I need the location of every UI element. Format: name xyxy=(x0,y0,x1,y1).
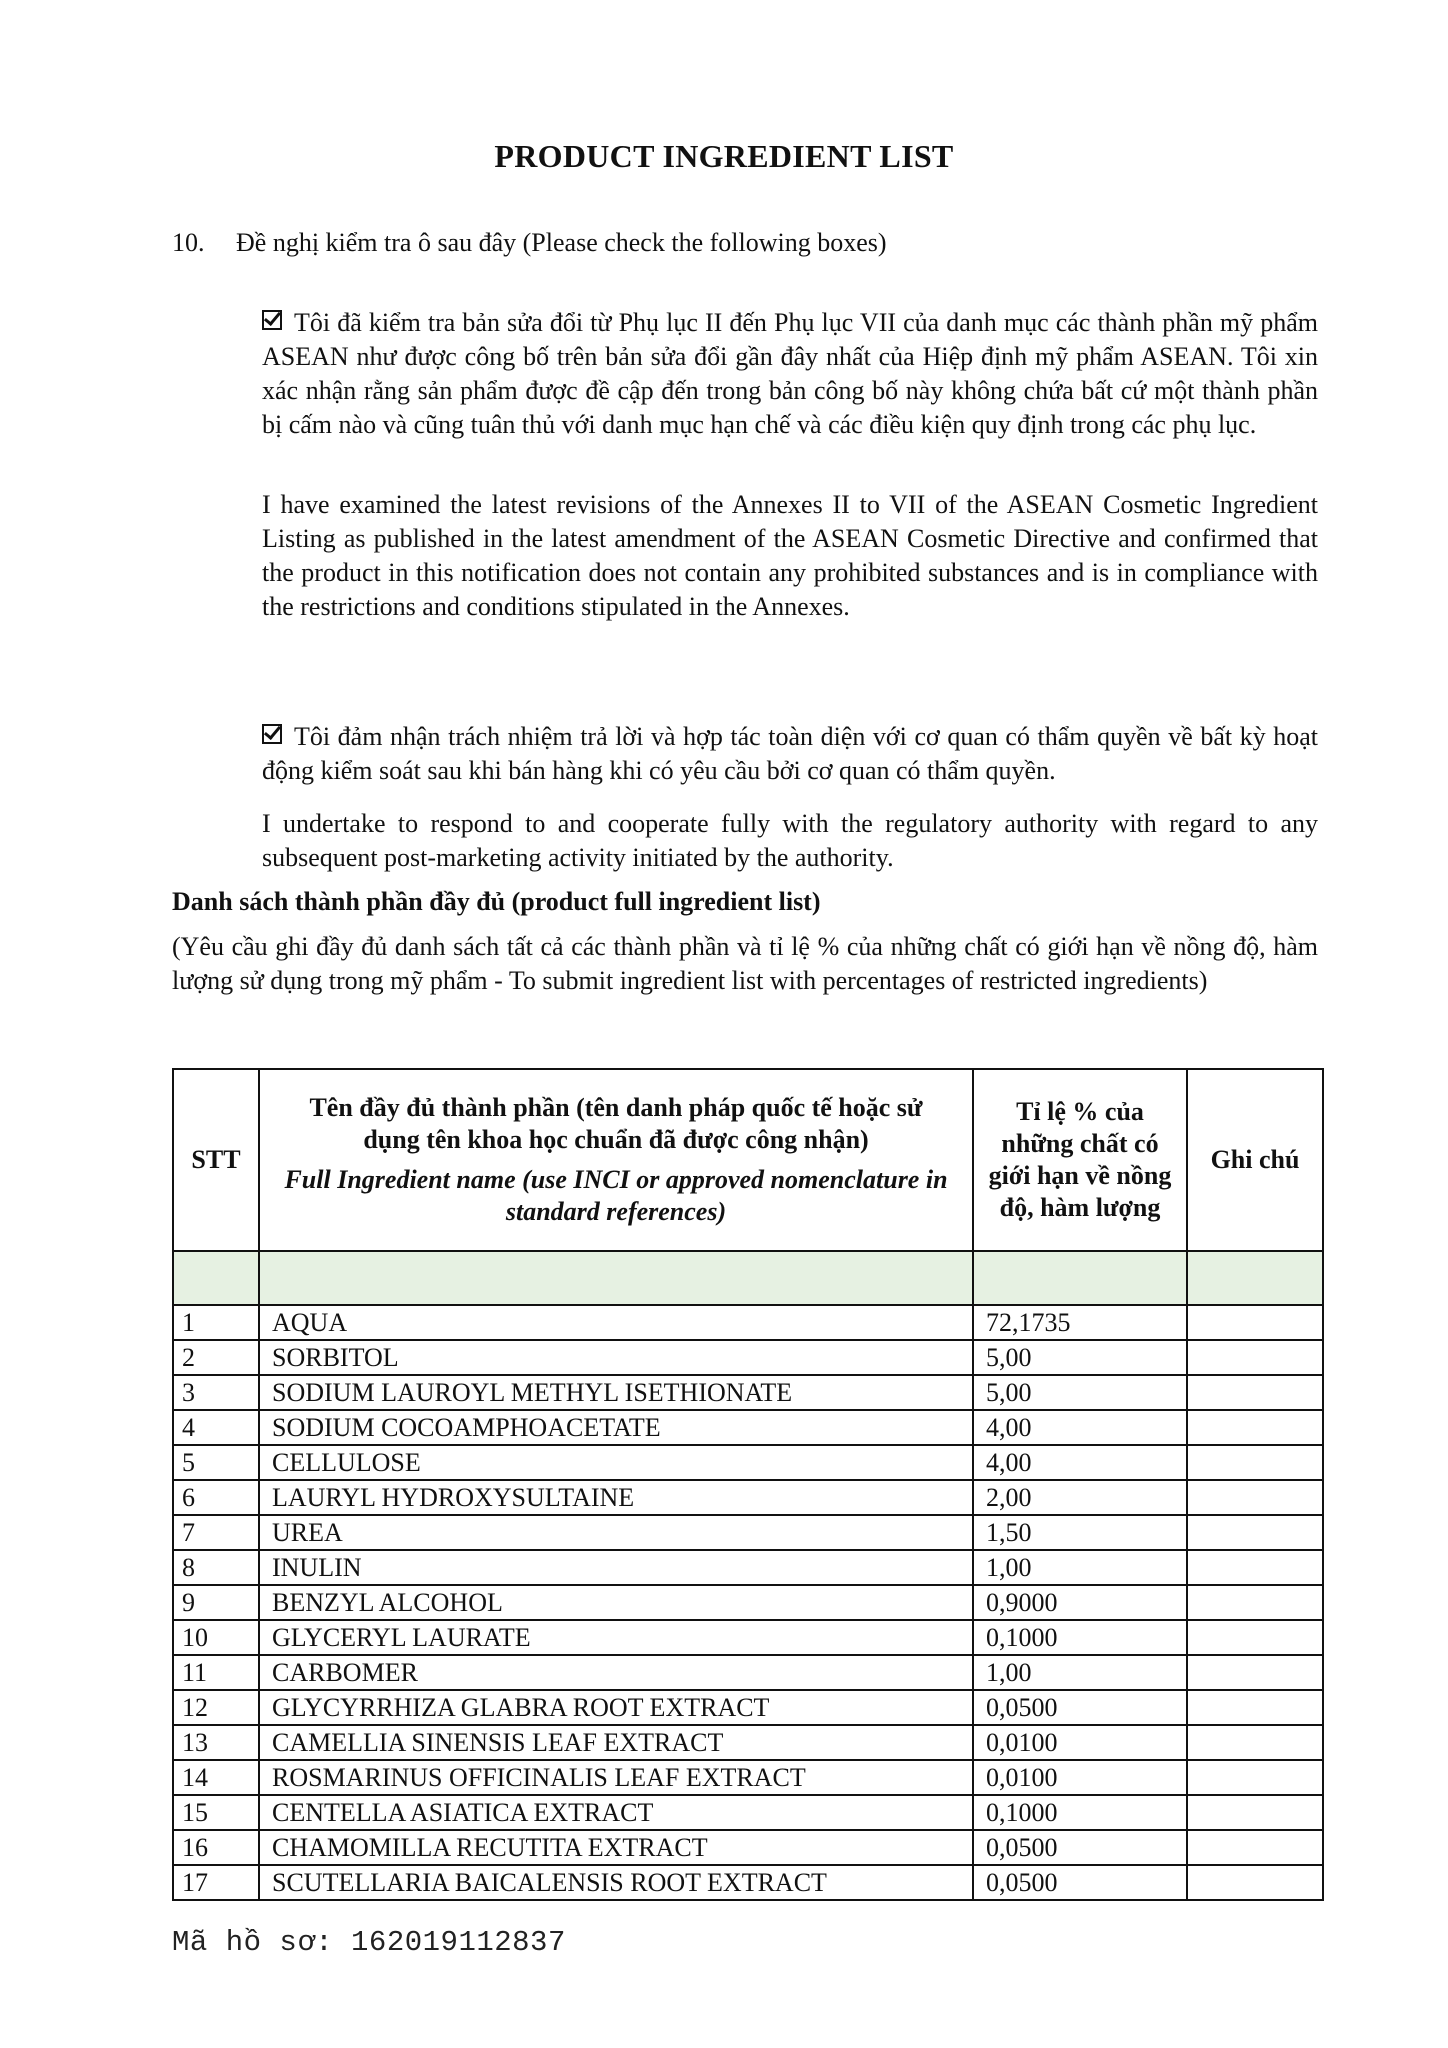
cell-ingredient-name: GLYCYRRHIZA GLABRA ROOT EXTRACT xyxy=(259,1690,973,1725)
page-title: PRODUCT INGREDIENT LIST xyxy=(494,138,954,174)
cell-ingredient-name: CENTELLA ASIATICA EXTRACT xyxy=(259,1795,973,1830)
cell-stt: 17 xyxy=(173,1865,259,1900)
cell-ingredient-name: GLYCERYL LAURATE xyxy=(259,1620,973,1655)
cell-note xyxy=(1187,1865,1323,1900)
declaration-1-en: I have examined the latest revisions of the Annexes II to VII of the ASEAN Cosmetic Ingredient Listing as published in the latest amendment of the ASEAN Cosmetic Directive and confirmed that the product in this notification does not contain any prohibited substances and is in compliance with the restrictions and conditions stipulated in the Annexes. xyxy=(262,490,1318,621)
cell-note xyxy=(1187,1480,1323,1515)
checked-checkbox-icon xyxy=(262,310,282,330)
cell-stt: 1 xyxy=(173,1305,259,1340)
cell-percentage: 0,1000 xyxy=(973,1620,1187,1655)
cell-ingredient-name: CARBOMER xyxy=(259,1655,973,1690)
cell-percentage: 1,00 xyxy=(973,1550,1187,1585)
header-ingredient-name-en: Full Ingredient name (use INCI or approved nomenclature in standard references) xyxy=(284,1165,948,1226)
declaration-1-vi-block xyxy=(262,306,1318,442)
table-row xyxy=(173,1830,1323,1865)
band-cell xyxy=(973,1251,1187,1305)
declaration-2-vi: Tôi đảm nhận trách nhiệm trả lời và hợp tác toàn diện với cơ quan có thẩm quyền về bất kỳ hoạt động kiểm soát sau khi bán hàng khi có yêu cầu bởi cơ quan có thẩm quyền. xyxy=(262,722,1318,785)
cell-stt: 12 xyxy=(173,1690,259,1725)
cell-note xyxy=(1187,1445,1323,1480)
cell-stt: 9 xyxy=(173,1585,259,1620)
band-cell xyxy=(259,1251,973,1305)
cell-stt: 4 xyxy=(173,1410,259,1445)
cell-stt: 16 xyxy=(173,1830,259,1865)
table-row xyxy=(173,1795,1323,1830)
cell-percentage: 72,1735 xyxy=(973,1305,1187,1340)
cell-stt: 2 xyxy=(173,1340,259,1375)
cell-ingredient-name: LAURYL HYDROXYSULTAINE xyxy=(259,1480,973,1515)
cell-stt: 11 xyxy=(173,1655,259,1690)
cell-percentage: 5,00 xyxy=(973,1375,1187,1410)
ingredient-list-heading: Danh sách thành phần đầy đủ (product full ingredient list) xyxy=(172,887,821,916)
cell-ingredient-name: SORBITOL xyxy=(259,1340,973,1375)
cell-note xyxy=(1187,1725,1323,1760)
header-ingredient-name xyxy=(259,1069,973,1251)
table-row xyxy=(173,1865,1323,1900)
cell-note xyxy=(1187,1830,1323,1865)
cell-ingredient-name: INULIN xyxy=(259,1550,973,1585)
cell-ingredient-name: SODIUM COCOAMPHOACETATE xyxy=(259,1410,973,1445)
cell-percentage: 2,00 xyxy=(973,1480,1187,1515)
band-cell xyxy=(1187,1251,1323,1305)
cell-note xyxy=(1187,1690,1323,1725)
cell-stt: 14 xyxy=(173,1760,259,1795)
table-row xyxy=(173,1760,1323,1795)
cell-stt: 6 xyxy=(173,1480,259,1515)
header-note: Ghi chú xyxy=(1187,1069,1323,1251)
checked-checkbox-icon xyxy=(262,724,282,744)
table-row xyxy=(173,1305,1323,1340)
cell-percentage: 0,9000 xyxy=(973,1585,1187,1620)
cell-stt: 13 xyxy=(173,1725,259,1760)
ingredient-list-note: (Yêu cầu ghi đầy đủ danh sách tất cả các thành phần và tỉ lệ % của những chất có giới hạn về nồng độ, hàm lượng sử dụng trong mỹ phẩm - To submit ingredient list with percentages of restricted ingredients) xyxy=(172,932,1318,995)
header-percentage: Tỉ lệ % của những chất có giới hạn về nồng độ, hàm lượng xyxy=(973,1069,1187,1251)
table-row xyxy=(173,1375,1323,1410)
table-row xyxy=(173,1550,1323,1585)
cell-percentage: 0,0500 xyxy=(973,1690,1187,1725)
cell-note xyxy=(1187,1515,1323,1550)
cell-note xyxy=(1187,1340,1323,1375)
table-header-row xyxy=(173,1069,1323,1251)
cell-percentage: 0,1000 xyxy=(973,1795,1187,1830)
declaration-2-vi-block xyxy=(262,720,1318,788)
table-row xyxy=(173,1655,1323,1690)
cell-percentage: 4,00 xyxy=(973,1445,1187,1480)
table-row xyxy=(173,1725,1323,1760)
cell-ingredient-name: CHAMOMILLA RECUTITA EXTRACT xyxy=(259,1830,973,1865)
ingredient-table xyxy=(172,1068,1324,1901)
cell-ingredient-name: BENZYL ALCOHOL xyxy=(259,1585,973,1620)
cell-percentage: 0,0500 xyxy=(973,1830,1187,1865)
header-stt: STT xyxy=(173,1069,259,1251)
cell-percentage: 1,00 xyxy=(973,1655,1187,1690)
table-row xyxy=(173,1585,1323,1620)
cell-note xyxy=(1187,1795,1323,1830)
cell-note xyxy=(1187,1375,1323,1410)
header-ingredient-name-vi: Tên đầy đủ thành phần (tên danh pháp quốc tế hoặc sử dụng tên khoa học chuẩn đã được công nhận) xyxy=(309,1093,923,1154)
cell-stt: 5 xyxy=(173,1445,259,1480)
cell-stt: 7 xyxy=(173,1515,259,1550)
cell-stt: 10 xyxy=(173,1620,259,1655)
cell-percentage: 1,50 xyxy=(973,1515,1187,1550)
cell-percentage: 0,0100 xyxy=(973,1725,1187,1760)
table-row xyxy=(173,1480,1323,1515)
cell-ingredient-name: AQUA xyxy=(259,1305,973,1340)
cell-note xyxy=(1187,1410,1323,1445)
table-row xyxy=(173,1410,1323,1445)
cell-note xyxy=(1187,1305,1323,1340)
cell-note xyxy=(1187,1550,1323,1585)
table-row xyxy=(173,1445,1323,1480)
cell-note xyxy=(1187,1620,1323,1655)
cell-ingredient-name: CELLULOSE xyxy=(259,1445,973,1480)
cell-note xyxy=(1187,1760,1323,1795)
cell-percentage: 0,0100 xyxy=(973,1760,1187,1795)
table-row xyxy=(173,1620,1323,1655)
table-row xyxy=(173,1690,1323,1725)
cell-ingredient-name: SCUTELLARIA BAICALENSIS ROOT EXTRACT xyxy=(259,1865,973,1900)
cell-percentage: 4,00 xyxy=(973,1410,1187,1445)
section-number: 10. xyxy=(172,228,205,257)
section-heading xyxy=(172,228,887,258)
cell-stt: 15 xyxy=(173,1795,259,1830)
cell-ingredient-name: SODIUM LAUROYL METHYL ISETHIONATE xyxy=(259,1375,973,1410)
section-text: Đề nghị kiểm tra ô sau đây (Please check the following boxes) xyxy=(236,228,887,257)
cell-note xyxy=(1187,1655,1323,1690)
dossier-code: Mã hồ sơ: 162019112837 xyxy=(172,1926,566,1959)
cell-percentage: 5,00 xyxy=(973,1340,1187,1375)
cell-ingredient-name: CAMELLIA SINENSIS LEAF EXTRACT xyxy=(259,1725,973,1760)
declaration-1-vi: Tôi đã kiểm tra bản sửa đổi từ Phụ lục II đến Phụ lục VII của danh mục các thành phần mỹ phẩm ASEAN như được công bố trên bản sửa đổi gần đây nhất của Hiệp định mỹ phẩm ASEAN. Tôi xin xác nhận rằng sản phẩm được đề cập đến trong bản công bố này không chứa bất cứ một thành phần bị cấm nào và cũng tuân thủ với danh mục hạn chế và các điều kiện quy định trong các phụ lục. xyxy=(262,308,1318,439)
cell-ingredient-name: UREA xyxy=(259,1515,973,1550)
cell-stt: 3 xyxy=(173,1375,259,1410)
table-row xyxy=(173,1340,1323,1375)
table-row xyxy=(173,1515,1323,1550)
band-cell xyxy=(173,1251,259,1305)
declaration-2-en: I undertake to respond to and cooperate fully with the regulatory authority with regard to any subsequent post-marketing activity initiated by the authority. xyxy=(262,809,1318,872)
cell-note xyxy=(1187,1585,1323,1620)
cell-ingredient-name: ROSMARINUS OFFICINALIS LEAF EXTRACT xyxy=(259,1760,973,1795)
table-band-row xyxy=(173,1251,1323,1305)
cell-stt: 8 xyxy=(173,1550,259,1585)
cell-percentage: 0,0500 xyxy=(973,1865,1187,1900)
